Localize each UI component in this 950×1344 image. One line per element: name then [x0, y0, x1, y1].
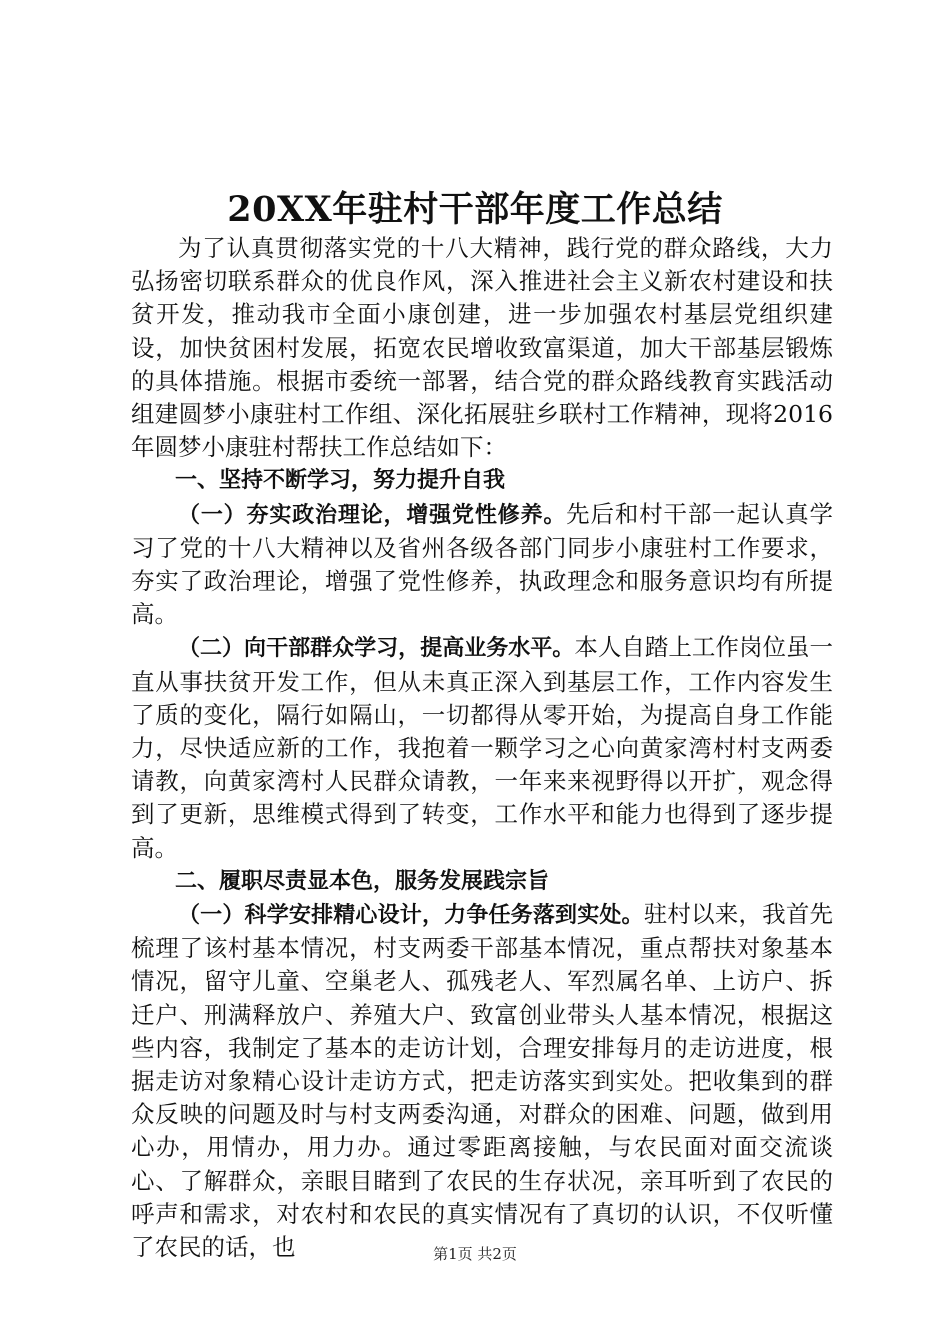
- section-heading-2: 二、履职尽责显本色，服务发展践宗旨: [175, 868, 550, 894]
- subsection-lead-1-1: （一）夯实政治理论，增强党性修养。: [178, 502, 567, 528]
- subsection-paragraph-1-1: [131, 498, 833, 632]
- subsection-paragraph-1-2: [131, 631, 833, 864]
- subsection-lead-1-2: （二）向干部群众学习，提高业务水平。: [178, 636, 575, 662]
- subsection-text-2-1: 驻村以来，我首先梳理了该村基本情况，村支两委干部基本情况，重点帮扶对象基本情况，留守儿童、空巢老人、孤残老人、军烈属名单、上访户、拆迁户、刑满释放户、养殖大户、致富创业带头人基本情况，根据这些内容，我制定了基本的走访计划，合理安排每月的走访进度，根据走访对象精心设计走访方式，把走访落实到实处。把收集到的群众反映的问题及时与村支两委沟通，对群众的困难、问题，做到用心办，用情办，用力办。通过零距离接触，与农民面对面交流谈心、了解群众，亲眼目睹到了农民的生存状况，亲耳听到了农民的呼声和需求，对农村和农民的真实情况有了真切的认识，不仅听懂了农民的话，也: [131, 900, 833, 1262]
- subsection-text-1-1: 先后和村干部一起认真学习了党的十八大精神以及省州各级各部门同步小康驻村工作要求，夯实了政治理论，增强了党性修养，执政理念和服务意识均有所提高。: [131, 499, 833, 629]
- intro-paragraph: 为了认真贯彻落实党的十八大精神，践行党的群众路线，大力弘扬密切联系群众的优良作风，深入推进社会主义新农村建设和扶贫开发，推动我市全面小康创建，进一步加强农村基层党组织建设，加快贫困村发展，拓宽农民增收致富渠道，加大干部基层锻炼的具体措施。根据市委统一部署，结合党的群众路线教育实践活动组建圆梦小康驻村工作组、深化拓展驻乡联村工作精神，现将2016年圆梦小康驻村帮扶工作总结如下：: [131, 234, 833, 462]
- subsection-text-1-2: 本人自踏上工作岗位虽一直从事扶贫开发工作，但从未真正深入到基层工作，工作内容发生了质的变化，隔行如隔山，一切都得从零开始，为提高自身工作能力，尽快适应新的工作，我抱着一颗学习之心向黄家湾村村支两委请教，向黄家湾村人民群众请教，一年来来视野得以开扩，观念得到了更新，思维模式得到了转变，工作水平和能力也得到了逐步提高。: [131, 633, 834, 862]
- section-heading-1: 一、坚持不断学习，努力提升自我: [175, 468, 506, 494]
- subsection-paragraph-2-1: [131, 898, 833, 1264]
- page-title: 20XX年驻村干部年度工作总结: [227, 189, 723, 230]
- document-body: [131, 232, 833, 1264]
- subsection-lead-2-1: （一）科学安排精心设计，力争任务落到实处。: [178, 903, 644, 929]
- page-footer: 第1页 共2页: [433, 1245, 517, 1263]
